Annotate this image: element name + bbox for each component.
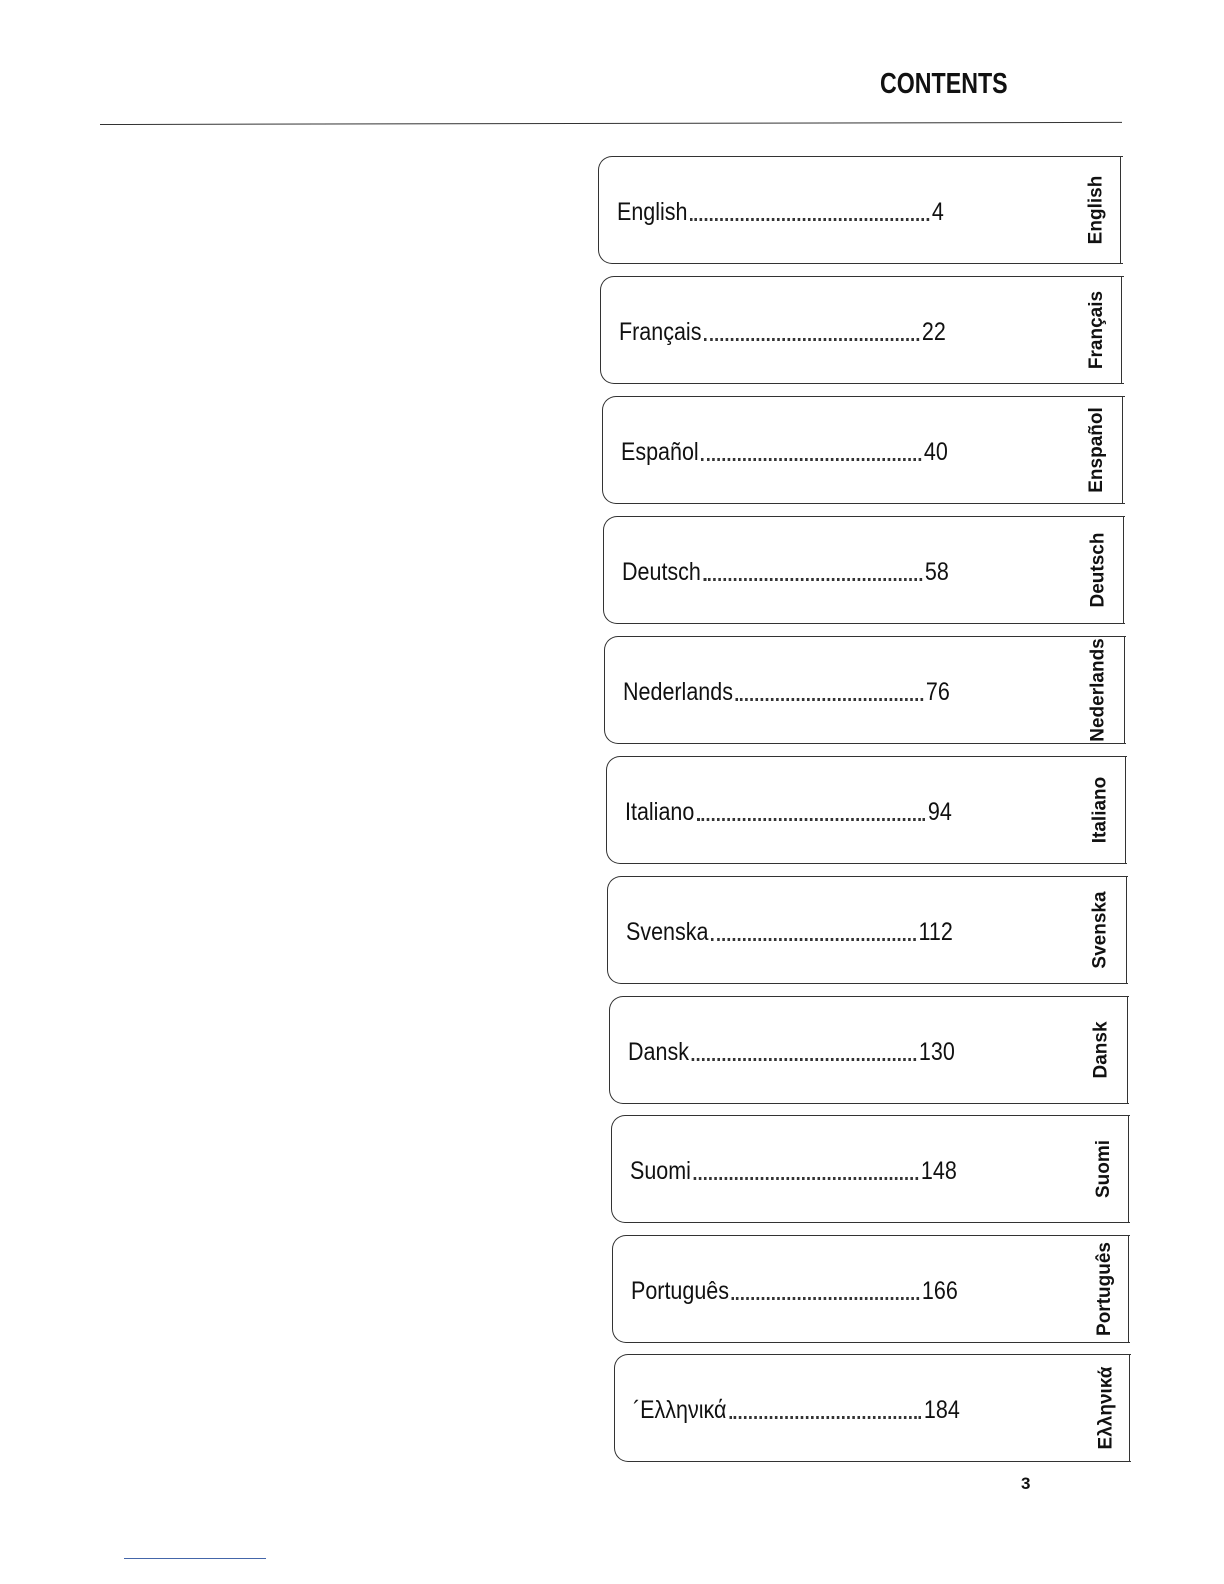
dot-leader xyxy=(701,458,921,461)
dot-leader xyxy=(690,218,929,221)
side-tab-suomi[interactable] xyxy=(1084,1115,1124,1223)
toc-entry-italiano[interactable] xyxy=(606,756,1127,864)
dot-leader xyxy=(697,818,925,821)
toc-row xyxy=(628,1035,955,1067)
toc-page-number: 166 xyxy=(921,1277,958,1305)
toc-row xyxy=(623,675,950,707)
tab-divider xyxy=(1129,1354,1130,1462)
dot-leader xyxy=(703,578,922,581)
toc-entry-deutsch[interactable] xyxy=(603,516,1125,624)
toc-entry-english[interactable] xyxy=(598,156,1123,264)
toc-page-number: 130 xyxy=(918,1038,955,1066)
side-tab-deutsch[interactable] xyxy=(1078,516,1118,624)
side-tab-italiano[interactable] xyxy=(1080,756,1120,864)
side-tab-dansk[interactable] xyxy=(1082,996,1122,1104)
tab-divider xyxy=(1123,516,1124,624)
toc-entry-nederlands[interactable] xyxy=(604,636,1126,744)
side-tab-espanol[interactable] xyxy=(1077,396,1117,504)
dot-leader xyxy=(704,338,919,341)
side-tab-label: Svenska xyxy=(1090,891,1111,969)
toc-page-number: 94 xyxy=(927,798,952,826)
tab-divider xyxy=(1127,996,1128,1104)
dot-leader xyxy=(729,1416,921,1419)
page-title: CONTENTS xyxy=(880,68,1008,100)
tab-divider xyxy=(1128,1115,1129,1223)
tab-divider xyxy=(1125,756,1126,864)
toc-label: Português xyxy=(631,1277,730,1305)
tab-divider xyxy=(1124,636,1125,744)
toc-page-number: 148 xyxy=(920,1157,957,1185)
toc-page-number: 58 xyxy=(924,558,949,586)
toc-row xyxy=(622,555,949,587)
footer-line xyxy=(124,1558,266,1559)
toc-entry-francais[interactable] xyxy=(600,276,1124,384)
toc-entry-dansk[interactable] xyxy=(609,996,1129,1104)
side-tab-label: Deutsch xyxy=(1087,532,1108,608)
side-tab-label: Nederlands xyxy=(1088,638,1110,742)
toc-row xyxy=(631,1274,958,1306)
side-tab-nederlands[interactable] xyxy=(1079,636,1119,744)
toc-entry-espanol[interactable] xyxy=(602,396,1125,504)
page-number: 3 xyxy=(1021,1474,1031,1493)
side-tab-label: Português xyxy=(1094,1242,1116,1336)
toc-entry-svenska[interactable] xyxy=(607,876,1128,984)
dot-leader xyxy=(692,1058,917,1061)
toc-row xyxy=(621,435,948,467)
toc-row xyxy=(625,795,952,827)
tab-divider xyxy=(1128,1235,1129,1343)
toc-page-number: 22 xyxy=(921,318,946,346)
side-tab-label: Enspañol xyxy=(1086,407,1108,493)
toc-label: English xyxy=(617,198,688,226)
toc-label: Français xyxy=(619,318,702,346)
toc-label: Dansk xyxy=(628,1038,689,1066)
tab-divider xyxy=(1126,876,1127,984)
toc-page-number: 76 xyxy=(925,678,950,706)
toc-label: Svenska xyxy=(626,918,709,946)
toc-page-number: 112 xyxy=(918,918,953,946)
side-tab-label: Dansk xyxy=(1091,1021,1112,1079)
toc-row xyxy=(617,195,944,227)
toc-row xyxy=(630,1154,957,1186)
side-tab-francais[interactable] xyxy=(1077,276,1117,384)
toc-page-number: 4 xyxy=(931,198,944,226)
tab-divider xyxy=(1122,396,1123,504)
side-tab-english[interactable] xyxy=(1076,156,1116,264)
side-tab-greek[interactable] xyxy=(1086,1354,1126,1462)
dot-leader xyxy=(694,1177,919,1180)
side-tab-label: Suomi xyxy=(1093,1139,1114,1199)
toc-label: ´Ελληνικά xyxy=(633,1396,727,1424)
side-tab-portugues[interactable] xyxy=(1085,1235,1125,1343)
toc-label: Italiano xyxy=(625,798,695,826)
side-tab-label: Ελληνικά xyxy=(1095,1366,1116,1450)
toc-label: Deutsch xyxy=(622,558,701,586)
toc-entry-greek[interactable] xyxy=(614,1354,1131,1462)
toc-entry-suomi[interactable] xyxy=(611,1115,1130,1223)
toc-entry-portugues[interactable] xyxy=(612,1235,1130,1343)
toc-row xyxy=(633,1393,960,1425)
toc-page-number: 40 xyxy=(923,438,948,466)
toc-row xyxy=(626,915,953,947)
toc-label: Español xyxy=(621,438,699,466)
toc-label: Nederlands xyxy=(623,678,733,706)
side-tab-label: Français xyxy=(1086,290,1107,370)
side-tab-svenska[interactable] xyxy=(1081,876,1121,984)
side-tab-label: Italiano xyxy=(1089,776,1111,844)
toc-row xyxy=(619,315,946,347)
dot-leader xyxy=(732,1297,920,1300)
toc-page-number: 184 xyxy=(923,1396,960,1424)
dot-leader xyxy=(711,938,916,941)
toc-label: Suomi xyxy=(630,1157,691,1185)
dot-leader xyxy=(736,698,924,701)
side-tab-label: English xyxy=(1085,175,1106,245)
tab-divider xyxy=(1120,156,1121,264)
tab-divider xyxy=(1121,276,1122,384)
